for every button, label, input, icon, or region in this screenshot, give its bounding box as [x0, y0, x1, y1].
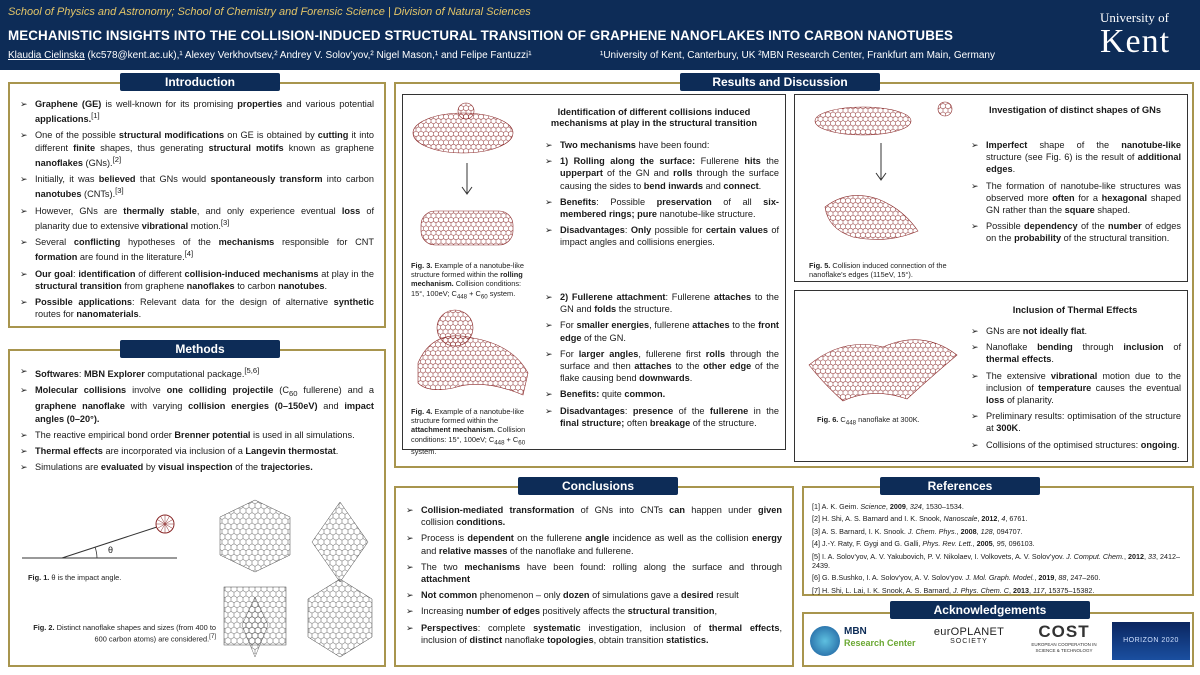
hexagon-collision-figure: [803, 99, 953, 261]
bullet-item: ➢ Simulations are evaluated by visual inspection of the trajectories.: [20, 461, 374, 473]
attachment-mechanism-figure: [413, 303, 533, 403]
shapes-title: Investigation of distinct shapes of GNs: [988, 105, 1161, 115]
bullet-item: ➢ Softwares: MBN Explorer computational package.[5,6]: [20, 365, 374, 380]
bullet-item: ➢ Initially, it was believed that GNs would spontaneously transform into carbon nanotubes (CNTs).[3]: [20, 173, 374, 200]
main-author: Klaudia Cielinska: [8, 50, 85, 61]
references-list: [812, 502, 1184, 595]
hexagon-flake-2: [308, 579, 372, 657]
mechanism-list-b: [545, 291, 779, 433]
bullet-item: ➢ Our goal: identification of different collision-induced mechanisms at play in the structural transition from graphene nanoflakes to carbon nanotubes.: [20, 268, 374, 292]
europlanet-line1: eurOPLANET: [933, 626, 1005, 638]
poster-title: MECHANISTIC INSIGHTS INTO THE COLLISION-INDUCED STRUCTURAL TRANSITION OF GRAPHENE NANOFLAKES INTO CARBON NANOTUBES: [8, 28, 954, 43]
mbn-logo-line2: Research Center: [844, 638, 916, 648]
fig5-caption: Fig. 5. Collision induced connection of the nanoflake’s edges (115eV, 15°).: [809, 261, 947, 280]
shapes-panel: [794, 94, 1188, 282]
mbn-globe-icon: [810, 626, 840, 656]
fig1-caption: Fig. 1. θ is the impact angle.: [28, 573, 122, 582]
rolling-mechanism-figure: [411, 101, 529, 257]
poster-header: [0, 0, 1200, 70]
fig6-caption: Fig. 6. $C_{448}$ nanoflake at 300K.: [817, 415, 920, 427]
mechanisms-panel: [402, 94, 786, 457]
bullet-item: ➢ Possible applications: Relevant data for the design of alternative synthetic routes for nanomaterials.: [20, 296, 374, 320]
cost-line2: EUROPEAN COOPERATION IN SCIENCE & TECHNOLOGY: [1031, 642, 1097, 653]
reference-item: [6] G. B.Sushko, I. A. Solov’yov, A. V. Solov’yov. J. Mol. Graph. Model., 2019, 88, 247–260.: [812, 573, 1101, 583]
co-authors: (kc578@kent.ac.uk),¹ Alexey Verkhovtsev,² Andrey V. Solov’yov,² Nigel Mason,¹ and Felipe Fantuzzi¹: [84, 50, 532, 61]
impact-angle-diagram: [22, 513, 182, 563]
nanoflake-shapes: [210, 497, 380, 663]
thermal-title: Inclusion of Thermal Effects: [1012, 305, 1138, 315]
mechanism-list-a: [545, 139, 779, 253]
institutions-line: ¹University of Kent, Canterbury, UK ²MBN Research Center, Frankfurt am Main, Germany: [600, 50, 995, 61]
hexagonal-flake: [220, 500, 290, 572]
cost-logo: [1024, 622, 1104, 653]
thermal-flake-figure: [803, 321, 963, 407]
reference-item: [5] I. A. Solov’yov, A. V. Yakubovich, P. V. Nikolaev, I. Volkovets, A. V. Solov’yov. J. Comput. Chem., 2012, 33, 2412–2439.: [812, 551, 1180, 571]
bullet-item: ➢ However, GNs are thermally stable, and only experience eventual loss of planarity due to extensive vibrational motion.[3]: [20, 205, 374, 232]
acknowledgements-box: [802, 612, 1194, 667]
theta-label: θ: [108, 545, 114, 555]
bullet-item: ➢ Process is dependent on the fullerene angle incidence as well as the collision energy and relative masses of the nanoflake and fullerene.: [406, 532, 782, 556]
bullet-item: ➢ The reactive empirical bond order Brenner potential is used in all simulations.: [20, 429, 374, 441]
bullet-item: ➢ 2) Fullerene attachment: Fullerene attaches to the GN and folds the structure.: [545, 291, 779, 315]
bullet-item: ➢ Benefits: quite common.: [545, 388, 779, 400]
rhombus-flake: [312, 502, 368, 582]
bullet-item: ➢ The two mechanisms have been found: rolling along the surface and through attachment: [406, 561, 782, 585]
mbn-logo-line1: MBN: [844, 626, 867, 637]
europlanet-logo: [924, 626, 1014, 645]
thermal-list: [971, 325, 1181, 455]
results-heading: Results and Discussion: [680, 73, 880, 91]
conclusions-list: [406, 504, 782, 646]
bullet-item: ➢ Two mechanisms have been found:: [545, 139, 779, 151]
shapes-list: [971, 139, 1181, 249]
bullet-item: ➢ Collision-mediated transformation of GNs into CNTs can happen under given collision conditions.: [406, 504, 782, 528]
bullet-item: ➢ 1) Rolling along the surface: Fullerene hits the upperpart of the GN and rolls through the surface causing the sides to bend inwards and connect.: [545, 155, 779, 192]
fig2-caption: Fig. 2. Distinct nanoflake shapes and sizes (from 400 to 600 carbon atoms) are considered.[7]: [33, 623, 216, 644]
reference-item: [7] H. Shi, L. Lai, I. K. Snook, A. S. Barnard, J. Phys. Chem. C, 2013, 117, 15375–15382.: [812, 585, 1095, 595]
reference-item: [1] A. K. Geim. Science, 2009, 324, 1530–1534.: [812, 502, 964, 511]
references-box: [802, 486, 1194, 596]
reference-item: [3] A. S. Barnard, I. K. Snook. J. Chem. Phys., 2008, 128, 094707.: [812, 526, 1023, 536]
bullet-item: ➢ Not common phenomenon – only dozen of simulations gave a desired result: [406, 589, 782, 601]
results-box: [394, 82, 1194, 468]
bullet-item: ➢ Disadvantages: Only possible for certain values of impact angles and collisions energies.: [545, 224, 779, 248]
conclusions-box: [394, 486, 794, 667]
bullet-item: ➢ One of the possible structural modifications on GE is obtained by cutting it into different finite shapes, thus generating structural motifs known as graphene nanoflakes (GNs).[2]: [20, 129, 374, 169]
bullet-item: ➢ Collisions of the optimised structures: ongoing.: [971, 439, 1181, 451]
bullet-item: ➢ For larger angles, fullerene first rolls through the surface and then attaches to the other edge of the flake causing bend downwards.: [545, 348, 779, 385]
affiliation-line: School of Physics and Astronomy; School of Chemistry and Forensic Science | Division of Natural Sciences: [8, 6, 531, 18]
horizon-logo: [1112, 622, 1190, 660]
bullet-item: ➢ GNs are not ideally flat.: [971, 325, 1181, 337]
bullet-item: ➢ Molecular collisions involve one colliding projectile ($C_{60}$ fullerene) and a graphene nanoflake with varying collision energies (0–150eV) and impact angles (0–20°).: [20, 384, 374, 424]
fig4-caption: Fig. 4. Example of a nanotube-like structure formed within the attachment mechanism. Collision conditions: 15°, 100eV; $C_{448} + C_{60}$ system.: [411, 407, 526, 457]
bullet-item: ➢ Graphene (GE) is well-known for its promising properties and various potential applications.[1]: [20, 98, 374, 125]
logo-line-1: University of: [1100, 10, 1169, 25]
horizon-text: HORIZON 2020: [1123, 637, 1179, 644]
methods-list: [20, 365, 374, 473]
authors-line: [8, 50, 532, 61]
bullet-item: ➢ Benefits: Possible preservation of all six-membered rings; pure nanotube-like structure.: [545, 196, 779, 220]
bullet-item: ➢ For smaller energies, fullerene attaches to the front edge of the GN.: [545, 319, 779, 343]
bullet-item: ➢ Disadvantages: presence of the fullerene in the final structure; often breakage of the structure.: [545, 405, 779, 429]
bullet-item: ➢ Increasing number of edges positively affects the structural transition,: [406, 605, 782, 617]
acknowledgements-heading: Acknowledgements: [890, 601, 1090, 619]
thermal-panel: [794, 290, 1188, 462]
fullerene-icon: [156, 515, 174, 533]
bullet-item: ➢ Perspectives: complete systematic investigation, inclusion of thermal effects, inclusion of distinct nanoflake topologies, obtain transition statistics.: [406, 622, 782, 646]
mechanisms-title: Identification of different collisions induced mechanisms at play in the structural transition: [550, 107, 758, 128]
mbn-logo: [810, 626, 916, 660]
introduction-list: [20, 98, 374, 320]
university-logo: [1100, 10, 1186, 58]
cost-line1: COST: [1038, 622, 1090, 641]
bullet-item: ➢ Imperfect shape of the nanotube-like structure (see Fig. 6) is the result of additional edges.: [971, 139, 1181, 176]
bullet-item: ➢ Possible dependency of the number of edges on the probability of the structural transition.: [971, 220, 1181, 244]
methods-heading: Methods: [120, 340, 280, 358]
methods-box: [8, 349, 386, 667]
bullet-item: ➢ Preliminary results: optimisation of the structure at 300K.: [971, 410, 1181, 434]
reference-item: [2] H. Shi, A. S. Barnard and I. K. Snook, Nanoscale, 2012, 4, 6761.: [812, 514, 1028, 524]
conclusions-heading: Conclusions: [518, 477, 678, 495]
introduction-heading: Introduction: [120, 73, 280, 91]
bullet-item: ➢ Several conflicting hypotheses of the mechanisms responsible for CNT formation are found in the literature.[4]: [20, 236, 374, 263]
bullet-item: ➢ Thermal effects are incorporated via inclusion of a Langevin thermostat.: [20, 445, 374, 457]
references-heading: References: [880, 477, 1040, 495]
europlanet-line2: SOCIETY: [950, 638, 988, 645]
introduction-box: [8, 82, 386, 328]
bullet-item: ➢ Nanoflake bending through inclusion of thermal effects.: [971, 341, 1181, 365]
logo-line-2: Kent: [1100, 23, 1171, 60]
fig3-caption: Fig. 3. Example of a nanotube-like structure formed within the rolling mechanism. Collision conditions: 15°, 100eV; $C_{448} + C_{60}$ system.: [411, 261, 524, 301]
reference-item: [4] J.-Y. Raty, F. Gygi and G. Galli, Phys. Rev. Lett., 2005, 95, 096103.: [812, 539, 1035, 549]
bullet-item: ➢ The formation of nanotube-like structures was observed more often for a hexagonal shaped GN rather than the square shaped.: [971, 180, 1181, 217]
bullet-item: ➢ The extensive vibrational motion due to the inclusion of temperature causes the eventual loss of planarity.: [971, 370, 1181, 407]
